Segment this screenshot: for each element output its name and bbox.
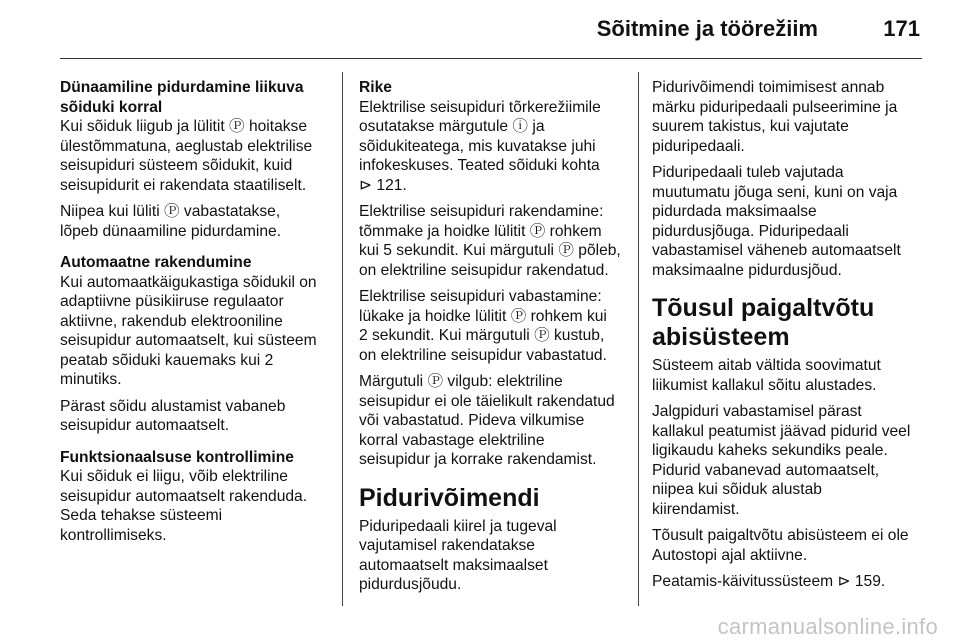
- paragraph: Jalgpiduri vabastamisel pärast kallakul peatumist jäävad pidurid veel ligikaudu kaheks sekundiks peale. Pidurid vabanevad automaatselt, niipea kui sõiduk alustab kiirendamist.: [652, 403, 911, 518]
- heading-dynamic-braking: Dünaamiline pidurdamine liikuva sõiduki korral: [60, 79, 304, 116]
- paragraph: Peatamis-käivitussüsteem ⊳ 159.: [652, 573, 886, 590]
- column-divider-2: [638, 72, 639, 606]
- paragraph: Kui sõiduk ei liigu, võib elektriline seisupidur automaatselt rakenduda. Seda tehakse süsteemi kontrollimiseks.: [60, 468, 308, 544]
- column-divider-1: [342, 72, 343, 606]
- header-divider: [60, 58, 922, 59]
- column-3: [652, 78, 910, 599]
- paragraph: Kui sõiduk liigub ja lülitit Ⓟ hoitakse ülestõmmatuna, aeglustab elektrilise seisupiduri süsteem sõidukit, kuid seisupidurit ei rakendata staatiliselt.: [60, 118, 313, 194]
- paragraph: Pärast sõidu alustamist vabaneb seisupidur automaatselt.: [60, 397, 286, 434]
- column-1: [60, 78, 317, 552]
- section-function-check: [60, 448, 317, 546]
- paragraph: Elektrilise seisupiduri vabastamine: lükake ja hoidke lülitit Ⓟ rohkem kui 2 sekundit. Kui märgutuli Ⓟ kustub, on elektriline seisupidur vabastatud.: [359, 288, 607, 364]
- heading-brake-assist: Pidurivõimendi: [359, 483, 540, 512]
- watermark: carmanualsonline.info: [717, 614, 938, 639]
- paragraph: Pidurivõimendi toimimisest annab märku piduripedaali pulseerimine ja suurem takistus, kui vajutate piduripedaali.: [652, 79, 898, 155]
- page-number: 171: [883, 16, 920, 41]
- paragraph: Süsteem aitab vältida soovimatut liikumist kallakul sõitu alustades.: [652, 357, 881, 394]
- paragraph: Märgutuli Ⓟ vilgub: elektriline seisupidur ei ole täielikult rakendatud või vabastatud. Pideva vilkumise korral vabastage elektriline seisupidur ja korrake rakendamist.: [359, 373, 615, 468]
- paragraph: Elektrilise seisupiduri tõrkerežiimile osutatakse märgutule ⓘ ja sõidukiteatega, mis kuvatakse juhi infokeskuses. Teated sõiduki kohta ⊳ 121.: [359, 98, 601, 194]
- section-hill-start: [652, 294, 910, 592]
- column-2: [359, 78, 621, 602]
- heading-auto-apply: Automaatne rakendumine: [60, 254, 252, 271]
- section-brake-assist: [359, 484, 621, 595]
- paragraph: Elektrilise seisupiduri rakendamine: tõmmake ja hoidke lülitit Ⓟ rohkem kui 5 sekundit. Kui märgutuli Ⓟ põleb, on elektriline seisupidur rakendatud.: [359, 203, 621, 279]
- section-auto-apply: [60, 253, 317, 436]
- paragraph: Tõusult paigaltvõtu abisüsteem ei ole Autostopi ajal aktiivne.: [652, 527, 909, 564]
- heading-fault: Rike: [359, 79, 392, 96]
- section-brake-assist-continued: [652, 78, 910, 280]
- paragraph: Kui automaatkäigukastiga sõidukil on adaptiivne püsikiiruse regulaator aktiivne, rakendub elektrooniline seisupidur automaatselt, kui süsteem peatab sõiduki kauemaks kui 2 minutiks.: [60, 273, 317, 388]
- page-header-title: Sõitmine ja töörežiim: [596, 16, 818, 41]
- paragraph: Piduripedaali kiirel ja tugeval vajutamisel rakendatakse automaatselt maksimaalset pidurdusjõudu.: [359, 517, 557, 593]
- heading-function-check: Funktsionaalsuse kontrollimine: [60, 448, 294, 466]
- paragraph: Niipea kui lüliti Ⓟ vabastatakse, lõpeb dünaamiline pidurdamine.: [60, 203, 282, 240]
- paragraph: Piduripedaali tuleb vajutada muutumatu jõuga seni, kuni on vaja pidurdada maksimaalse pidurdusjõuga. Piduripedaali vabastamisel väheneb automaatselt maksimaalne pidurdusjõud.: [652, 164, 901, 279]
- section-dynamic-braking: [60, 78, 317, 241]
- heading-hill-start: Tõusul paigaltvõtu abisüsteem: [652, 294, 875, 351]
- section-fault: [359, 78, 621, 470]
